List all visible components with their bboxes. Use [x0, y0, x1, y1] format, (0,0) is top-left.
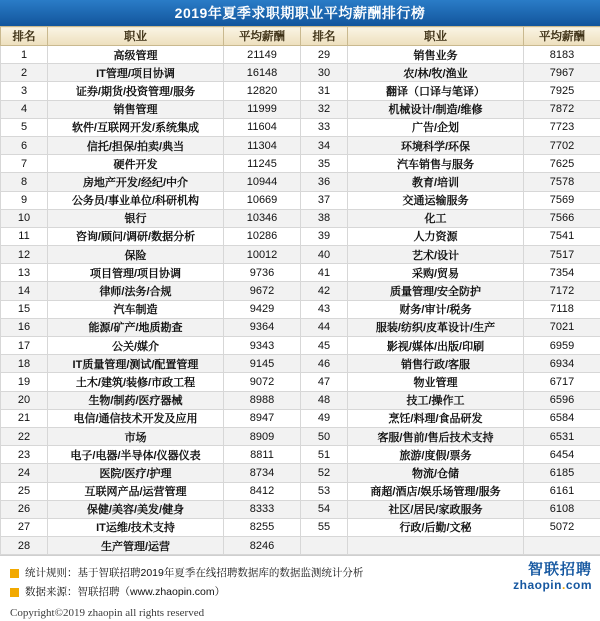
cell-job: 质量管理/安全防护	[348, 282, 524, 300]
table-row	[1, 409, 600, 427]
cell-rank: 13	[1, 264, 48, 282]
source-text-end: ）	[214, 585, 226, 598]
cell-rank: 15	[1, 300, 48, 318]
cell-job: 旅游/度假/票务	[348, 446, 524, 464]
cell-job: 农/林/牧/渔业	[348, 64, 524, 82]
cell-pay: 16148	[224, 64, 301, 82]
note-rule	[10, 567, 600, 580]
cell-job: 硬件开发	[48, 155, 224, 173]
table-row	[1, 136, 600, 154]
cell-rank: 45	[301, 337, 348, 355]
cell-pay: 9429	[224, 300, 301, 318]
cell-job: 信托/担保/拍卖/典当	[48, 136, 224, 154]
cell-pay: 12820	[224, 82, 301, 100]
cell-rank: 36	[301, 173, 348, 191]
cell-job: 汽车销售与服务	[348, 155, 524, 173]
table-body	[1, 46, 600, 555]
cell-job: IT运维/技术支持	[48, 518, 224, 536]
cell-pay: 8255	[224, 518, 301, 536]
brand-logo	[513, 562, 592, 591]
table-row	[1, 82, 600, 100]
square-bullet-icon	[10, 588, 19, 597]
cell-rank: 21	[1, 409, 48, 427]
table-row	[1, 518, 600, 536]
cell-pay: 9364	[224, 318, 301, 336]
cell-pay: 7967	[524, 64, 600, 82]
cell-job: 行政/后勤/文秘	[348, 518, 524, 536]
copyright-text: Copyright©2019 zhaopin all rights reserved	[10, 607, 205, 619]
table-row	[1, 337, 600, 355]
cell-pay: 9072	[224, 373, 301, 391]
cell-pay: 10012	[224, 246, 301, 264]
cell-pay: 7625	[524, 155, 600, 173]
cell-pay: 6934	[524, 355, 600, 373]
column-header-rank-right: 排名	[301, 27, 348, 46]
cell-rank: 9	[1, 191, 48, 209]
table-row	[1, 118, 600, 136]
cell-pay: 10286	[224, 227, 301, 245]
brand-logo-en	[513, 579, 592, 591]
cell-rank: 54	[301, 500, 348, 518]
square-bullet-icon	[10, 569, 19, 578]
cell-rank: 18	[1, 355, 48, 373]
cell-rank: 38	[301, 209, 348, 227]
cell-job	[348, 537, 524, 555]
page-title-text: 2019年夏季求职期职业平均薪酬排行榜	[174, 5, 426, 21]
cell-rank: 5	[1, 118, 48, 136]
cell-rank: 4	[1, 100, 48, 118]
cell-rank: 22	[1, 427, 48, 445]
table-row	[1, 155, 600, 173]
cell-rank: 42	[301, 282, 348, 300]
cell-job: 机械设计/制造/维修	[348, 100, 524, 118]
table-row	[1, 446, 600, 464]
cell-rank: 8	[1, 173, 48, 191]
cell-rank: 51	[301, 446, 348, 464]
cell-pay: 8988	[224, 391, 301, 409]
rule-label: 统计规则：	[25, 567, 78, 580]
cell-pay: 7566	[524, 209, 600, 227]
cell-rank: 53	[301, 482, 348, 500]
cell-rank: 3	[1, 82, 48, 100]
cell-pay: 9145	[224, 355, 301, 373]
column-header-pay-left: 平均薪酬	[224, 27, 301, 46]
cell-rank: 11	[1, 227, 48, 245]
cell-pay: 9736	[224, 264, 301, 282]
brand-logo-en-right: com	[565, 578, 592, 592]
cell-rank: 27	[1, 518, 48, 536]
cell-rank: 50	[301, 427, 348, 445]
cell-pay: 6108	[524, 500, 600, 518]
cell-rank: 20	[1, 391, 48, 409]
cell-rank: 6	[1, 136, 48, 154]
cell-pay: 7021	[524, 318, 600, 336]
cell-rank: 7	[1, 155, 48, 173]
cell-job: 教育/培训	[348, 173, 524, 191]
cell-job: 销售业务	[348, 46, 524, 64]
cell-job: 能源/矿产/地质勘查	[48, 318, 224, 336]
cell-pay: 7172	[524, 282, 600, 300]
cell-job: 生产管理/运营	[48, 537, 224, 555]
table-row	[1, 373, 600, 391]
cell-job: 房地产开发/经纪/中介	[48, 173, 224, 191]
cell-pay: 6584	[524, 409, 600, 427]
cell-pay: 11304	[224, 136, 301, 154]
table-row	[1, 300, 600, 318]
cell-pay: 8412	[224, 482, 301, 500]
cell-pay	[524, 537, 600, 555]
cell-pay: 7118	[524, 300, 600, 318]
cell-pay: 7723	[524, 118, 600, 136]
cell-pay: 11604	[224, 118, 301, 136]
cell-pay: 5072	[524, 518, 600, 536]
cell-rank: 46	[301, 355, 348, 373]
cell-pay: 8333	[224, 500, 301, 518]
cell-rank	[301, 537, 348, 555]
cell-job: 社区/居民/家政服务	[348, 500, 524, 518]
cell-rank: 2	[1, 64, 48, 82]
table-header-row	[1, 27, 600, 46]
cell-rank: 32	[301, 100, 348, 118]
table-row	[1, 246, 600, 264]
cell-job: 公关/媒介	[48, 337, 224, 355]
cell-pay: 7872	[524, 100, 600, 118]
cell-job: 律师/法务/合规	[48, 282, 224, 300]
cell-job: 烹饪/料理/食品研发	[348, 409, 524, 427]
cell-job: 人力资源	[348, 227, 524, 245]
cell-job: 财务/审计/税务	[348, 300, 524, 318]
cell-job: 交通运输服务	[348, 191, 524, 209]
cell-rank: 44	[301, 318, 348, 336]
rule-text: 基于智联招聘2019年夏季在线招聘数据库的数据监测统计分析	[77, 567, 364, 580]
cell-rank: 26	[1, 500, 48, 518]
cell-job: IT管理/项目协调	[48, 64, 224, 82]
salary-ranking-table	[0, 26, 600, 555]
cell-pay: 6454	[524, 446, 600, 464]
cell-rank: 40	[301, 246, 348, 264]
note-source	[10, 586, 600, 599]
cell-pay: 6185	[524, 464, 600, 482]
cell-pay: 6959	[524, 337, 600, 355]
cell-job: 翻译（口译与笔译）	[348, 82, 524, 100]
cell-pay: 10944	[224, 173, 301, 191]
cell-rank: 49	[301, 409, 348, 427]
cell-job: 化工	[348, 209, 524, 227]
cell-pay: 7569	[524, 191, 600, 209]
brand-logo-en-left: zhaopin	[513, 578, 562, 592]
cell-job: 汽车制造	[48, 300, 224, 318]
table-row	[1, 391, 600, 409]
cell-job: 银行	[48, 209, 224, 227]
cell-job: 互联网产品/运营管理	[48, 482, 224, 500]
cell-pay: 6717	[524, 373, 600, 391]
table-row	[1, 173, 600, 191]
source-url-link[interactable]: www.zhaopin.com	[130, 585, 215, 598]
cell-pay: 21149	[224, 46, 301, 64]
cell-rank: 35	[301, 155, 348, 173]
column-header-pay-right: 平均薪酬	[524, 27, 600, 46]
cell-rank: 17	[1, 337, 48, 355]
cell-pay: 8811	[224, 446, 301, 464]
table-row	[1, 64, 600, 82]
brand-logo-dot: .	[561, 578, 566, 592]
cell-job: 采购/贸易	[348, 264, 524, 282]
cell-job: 技工/操作工	[348, 391, 524, 409]
table-row	[1, 209, 600, 227]
cell-job: 影视/媒体/出版/印刷	[348, 337, 524, 355]
table-row	[1, 100, 600, 118]
table-row	[1, 264, 600, 282]
cell-rank: 19	[1, 373, 48, 391]
cell-job: 销售行政/客服	[348, 355, 524, 373]
cell-job: 销售管理	[48, 100, 224, 118]
cell-rank: 47	[301, 373, 348, 391]
cell-pay: 8909	[224, 427, 301, 445]
cell-pay: 8947	[224, 409, 301, 427]
table-row	[1, 482, 600, 500]
table-row	[1, 227, 600, 245]
cell-pay: 7925	[524, 82, 600, 100]
cell-pay: 7517	[524, 246, 600, 264]
cell-job: 物业管理	[348, 373, 524, 391]
table-row	[1, 282, 600, 300]
cell-pay: 8734	[224, 464, 301, 482]
cell-pay: 7578	[524, 173, 600, 191]
cell-rank: 39	[301, 227, 348, 245]
cell-job: 土木/建筑/装修/市政工程	[48, 373, 224, 391]
cell-pay: 8183	[524, 46, 600, 64]
cell-pay: 7541	[524, 227, 600, 245]
cell-rank: 37	[301, 191, 348, 209]
cell-rank: 10	[1, 209, 48, 227]
cell-job: 电信/通信技术开发及应用	[48, 409, 224, 427]
cell-rank: 23	[1, 446, 48, 464]
cell-rank: 30	[301, 64, 348, 82]
cell-job: 客服/售前/售后技术支持	[348, 427, 524, 445]
footer-notes	[0, 556, 600, 606]
table-row	[1, 464, 600, 482]
cell-job: 生物/制药/医疗器械	[48, 391, 224, 409]
cell-rank: 52	[301, 464, 348, 482]
cell-rank: 24	[1, 464, 48, 482]
cell-rank: 1	[1, 46, 48, 64]
cell-rank: 31	[301, 82, 348, 100]
cell-job: 广告/企划	[348, 118, 524, 136]
cell-job: 高级管理	[48, 46, 224, 64]
cell-pay: 9672	[224, 282, 301, 300]
cell-pay: 7702	[524, 136, 600, 154]
cell-pay: 11999	[224, 100, 301, 118]
cell-rank: 16	[1, 318, 48, 336]
cell-job: IT质量管理/测试/配置管理	[48, 355, 224, 373]
cell-rank: 55	[301, 518, 348, 536]
column-header-job-right: 职业	[348, 27, 524, 46]
table-row	[1, 537, 600, 555]
cell-pay: 6596	[524, 391, 600, 409]
cell-rank: 25	[1, 482, 48, 500]
cell-job: 电子/电器/半导体/仪器仪表	[48, 446, 224, 464]
cell-rank: 14	[1, 282, 48, 300]
cell-job: 医院/医疗/护理	[48, 464, 224, 482]
column-header-rank-left: 排名	[1, 27, 48, 46]
cell-job: 艺术/设计	[348, 246, 524, 264]
table-row	[1, 355, 600, 373]
cell-pay: 8246	[224, 537, 301, 555]
cell-job: 物流/仓储	[348, 464, 524, 482]
table-row	[1, 191, 600, 209]
cell-job: 市场	[48, 427, 224, 445]
source-label: 数据来源：	[25, 585, 78, 598]
cell-job: 商超/酒店/娱乐场管理/服务	[348, 482, 524, 500]
cell-pay: 7354	[524, 264, 600, 282]
cell-rank: 33	[301, 118, 348, 136]
cell-job: 项目管理/项目协调	[48, 264, 224, 282]
cell-job: 公务员/事业单位/科研机构	[48, 191, 224, 209]
cell-job: 服装/纺织/皮革设计/生产	[348, 318, 524, 336]
cell-job: 咨询/顾问/调研/数据分析	[48, 227, 224, 245]
cell-rank: 34	[301, 136, 348, 154]
cell-pay: 10669	[224, 191, 301, 209]
cell-pay: 6161	[524, 482, 600, 500]
brand-logo-cn: 智联招聘	[527, 561, 592, 578]
page-title	[0, 0, 600, 26]
cell-job: 保健/美容/美发/健身	[48, 500, 224, 518]
cell-pay: 11245	[224, 155, 301, 173]
column-header-job-left: 职业	[48, 27, 224, 46]
source-text: 智联招聘（	[77, 585, 130, 598]
cell-pay: 6531	[524, 427, 600, 445]
cell-rank: 29	[301, 46, 348, 64]
cell-job: 证券/期货/投资管理/服务	[48, 82, 224, 100]
cell-rank: 43	[301, 300, 348, 318]
cell-pay: 9343	[224, 337, 301, 355]
cell-rank: 41	[301, 264, 348, 282]
table-row	[1, 427, 600, 445]
table-row	[1, 46, 600, 64]
cell-rank: 12	[1, 246, 48, 264]
cell-job: 软件/互联网开发/系统集成	[48, 118, 224, 136]
cell-rank: 28	[1, 537, 48, 555]
cell-rank: 48	[301, 391, 348, 409]
table-row	[1, 318, 600, 336]
cell-job: 环境科学/环保	[348, 136, 524, 154]
table-row	[1, 500, 600, 518]
cell-pay: 10346	[224, 209, 301, 227]
cell-job: 保险	[48, 246, 224, 264]
